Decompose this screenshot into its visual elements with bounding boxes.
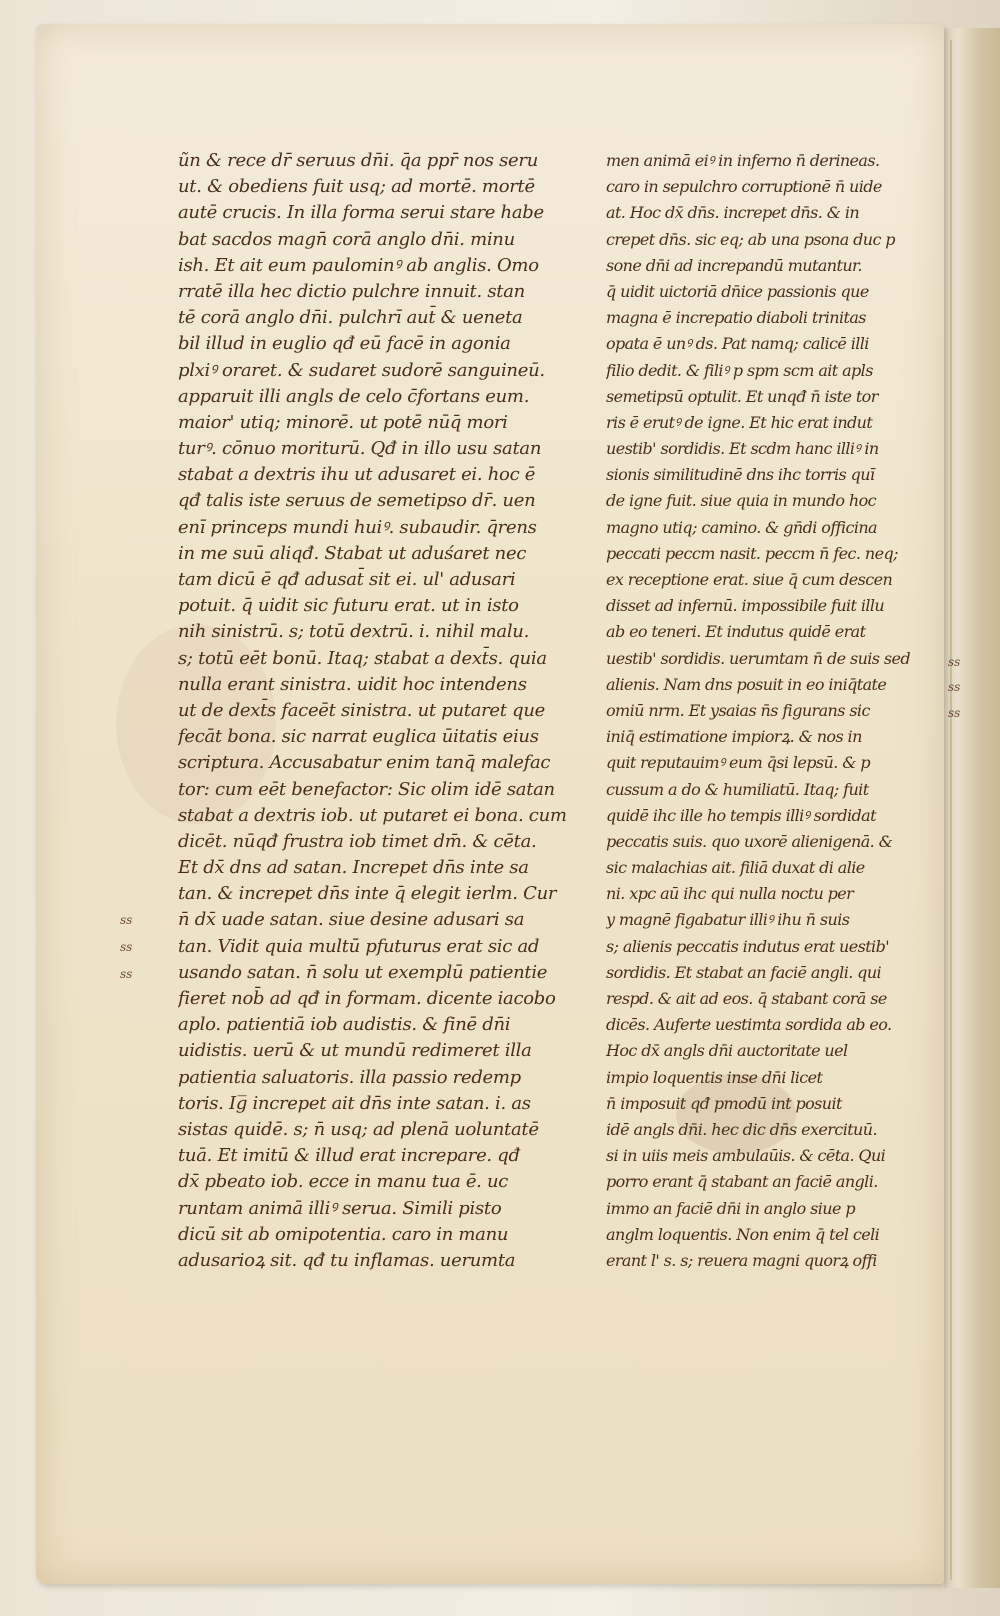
text-line: semetipsū optulit. Et unqđ n̄ iste tor [606, 386, 878, 406]
text-line: crepet dn̄s. sic eq; ab una psona duc p [606, 229, 895, 249]
right-text-column [606, 148, 934, 1274]
text-line: autē crucis. In illa forma serui stare habe [178, 202, 544, 224]
text-line: rratē illa hec dictio pulchre innuit. stan [178, 280, 525, 302]
next-page-edge [944, 28, 1000, 1588]
text-line: adusarioꝝ sit. qđ tu inflamas. uerumta [178, 1249, 516, 1271]
text-line: bat sacdos magn̄ corā anglo dn̄i. minu [178, 228, 515, 250]
text-line: Et dx̄ dns ad satan. Increpet dn̄s inte sa [178, 857, 529, 879]
text-line: at. Hoc dx̄ dn̄s. increpet dn̄s. & in [606, 203, 860, 223]
text-line: idē angls dn̄i. hec dic dn̄s exercituū. [606, 1119, 877, 1139]
text-line: quit reputauimꝰ eum q̄si lepsū. & p [606, 753, 870, 773]
text-line: caro in sepulchro corruptionē n̄ uide [606, 177, 882, 197]
text-line: plxiꝰ oraret. & sudaret sudorē sanguineū. [178, 359, 545, 381]
text-line: peccatis suis. quo uxorē alienigenā. & [606, 831, 893, 851]
text-line: filio dedit. & filiꝰ p spm scm ait apls [606, 360, 873, 380]
text-line: uestib' sordidis. Et scdm hanc illiꝰ in [606, 439, 879, 459]
text-line: impio loquentis inse dn̄i licet [606, 1067, 823, 1087]
text-line: erant l' s. s; reuera magni quorꝝ offi [606, 1250, 877, 1270]
text-line: q̄ uidit uictoriā dn̄ice passionis que [606, 281, 869, 301]
text-line: nulla erant sinistra. uidit hoc intendens [178, 673, 527, 695]
text-line: ut de dext̄s faceēt sinistra. ut putaret que [178, 699, 545, 721]
text-line: ish. Et ait eum paulominꝰ ab anglis. Omo [178, 254, 539, 276]
text-line: men animā eiꝰ in inferno n̄ derineas. [606, 151, 880, 170]
text-line: de igne fuit. siue quia in mundo hoc [606, 491, 876, 511]
text-line: n̄ dx̄ uade satan. siue desine adusari sa [178, 909, 525, 931]
text-line: Hoc dx̄ angls dn̄i auctoritate uel [606, 1041, 848, 1061]
text-line: ni. xpc aū ihc qui nulla noctu per [606, 884, 854, 904]
text-line: porro erant q̄ stabant an faciē angli. [606, 1172, 878, 1192]
margin-mark: ss [948, 655, 961, 669]
text-line: tē corā anglo dn̄i. pulchrī aut̄ & ueneta [178, 307, 523, 329]
text-line: ris ē erutꝰ de igne. Et hic erat indut [606, 412, 873, 432]
margin-mark: ss [948, 706, 961, 720]
text-line: uestib' sordidis. uerumtam n̄ de suis sed [606, 648, 911, 668]
text-line: enī princeps mundi huiꝰ. subaudir. q̄rens [178, 516, 537, 538]
text-line: turꝰ. cōnuo moriturū. Qđ in illo usu satan [178, 438, 542, 460]
text-line: dicēt. nūqđ frustra iob timet dm̄. & cēta. [178, 830, 537, 852]
text-line: ũn & rece dr̄ seruus dn̄i. q̄a ppr̄ nos seru [178, 150, 538, 171]
text-line: fecāt bona. sic narrat euglica ūitatis eius [178, 726, 539, 748]
text-line: alienis. Nam dns posuit in eo iniq̄tate [606, 674, 887, 694]
margin-mark: ss [120, 913, 133, 927]
text-line: sionis similitudinē dns ihc torris quī [606, 465, 875, 485]
text-line: y magnē figabatur illiꝰ ihu n̄ suis [606, 910, 850, 930]
margin-mark: ss [948, 680, 961, 694]
text-line: sic malachias ait. filiā duxat di alie [606, 858, 865, 878]
text-line: stabat a dextris ihu ut adusaret ei. hoc ē [178, 464, 536, 486]
text-line: ab eo teneri. Et indutus quidē erat [606, 622, 866, 642]
text-line: iniq̄ estimatione impiorꝝ. & nos in [606, 727, 862, 747]
margin-mark: ss [120, 940, 133, 954]
text-line: dx̄ pbeato iob. ecce in manu tua ē. uc [178, 1171, 509, 1193]
text-line: cussum a do & humiliatū. Itaq; fuit [606, 779, 869, 799]
text-line: s; alienis peccatis indutus erat uestib' [606, 936, 890, 956]
text-line: n̄ imposuit qđ pmodū int posuit [606, 1093, 842, 1113]
text-line: sistas quidē. s; n̄ usq; ad plenā uoluntatē [178, 1118, 539, 1140]
text-line: in me suū aliqđ. Stabat ut aduśaret nec [178, 542, 527, 564]
text-line: immo an faciē dn̄i in anglo siue p [606, 1198, 856, 1218]
left-text-column [178, 148, 588, 1274]
text-line: aplo. patientiā iob audistis. & finē dn̄i [178, 1014, 511, 1036]
text-line: maior' utiq; minorē. ut potē nūq̄ mori [178, 411, 508, 433]
text-line: respd. & ait ad eos. q̄ stabant corā se [606, 989, 887, 1008]
text-line: magna ē increpatio diaboli trinitas [606, 308, 866, 328]
text-line: fieret nob̄ ad qđ in formam. dicente iacobo [178, 988, 556, 1009]
text-line: s; totū eēt bonū. Itaq; stabat a dext̄s. quia [178, 647, 547, 669]
text-line: nih sinistrū. s; totū dextrū. i. nihil malu. [178, 621, 530, 643]
page-edge-line [950, 40, 952, 1580]
text-line: runtam animā illiꝰ serua. Simili pisto [178, 1197, 502, 1219]
text-line: si in uiis meis ambulaūis. & cēta. Qui [606, 1146, 886, 1166]
text-line: peccati peccm nasit. peccm n̄ fec. neq; [606, 543, 898, 563]
text-line: patientia saluatoris. illa passio redemp [178, 1066, 521, 1088]
text-line: uidistis. uerū & ut mundū redimeret illa [178, 1040, 532, 1062]
text-line: sone dn̄i ad increpandū mutantur. [606, 255, 862, 275]
text-line: potuit. q̄ uidit sic futuru erat. ut in isto [178, 595, 519, 617]
text-line: scriptura. Accusabatur enim tanq̄ malefac [178, 752, 551, 774]
text-line: tam dicū ē qđ adusat̄ sit ei. ul' adusari [178, 569, 516, 590]
text-line: tuā. Et imitū & illud erat increpare. qđ [178, 1145, 520, 1167]
text-line: ut. & obediens fuit usq; ad mortē. mortē [178, 176, 535, 198]
text-line: tan. & increpet dn̄s inte q̄ elegit ierlm. Cur [178, 883, 557, 905]
text-line: omiū nrm. Et ysaias n̄s figurans sic [606, 700, 870, 720]
margin-mark: ss [120, 967, 133, 981]
text-line: disset ad infernū. impossibile fuit illu [606, 596, 885, 616]
text-line: quidē ihc ille ho tempis illiꝰ sordidat [606, 805, 876, 825]
text-line: dicū sit ab omipotentia. caro in manu [178, 1223, 509, 1245]
text-line: ex receptione erat. siue q̄ cum descen [606, 570, 893, 589]
text-line: bil illud in euglio qđ eū facē in agonia [178, 333, 511, 355]
text-line: sordidis. Et stabat an faciē angli. qui [606, 962, 882, 982]
text-line: tan. Vidit quia multū pfuturus erat sic ad [178, 935, 540, 957]
text-line: apparuit illi angls de celo c̄fortans eum. [178, 385, 530, 407]
text-line: anglm loquentis. Non enim q̄ tel celi [606, 1224, 880, 1244]
text-line: stabat a dextris iob. ut putaret ei bona. cum [178, 804, 567, 826]
text-line: opata ē unꝰ ds. Pat namq; calicē illi [606, 334, 869, 354]
text-line: tor: cum eēt benefactor: Sic olim idē satan [178, 778, 555, 800]
text-line: usando satan. n̄ solu ut exemplū patientie [178, 961, 548, 983]
text-line: magno utiq; camino. & gn̄di officina [606, 517, 878, 537]
text-line: toris. Ig̅ increpet ait dn̄s inte satan. i. as [178, 1092, 531, 1114]
text-line: qđ talis iste seruus de semetipso dr̄. uen [178, 490, 536, 512]
text-line: dicēs. Auferte uestimta sordida ab eo. [606, 1015, 892, 1035]
